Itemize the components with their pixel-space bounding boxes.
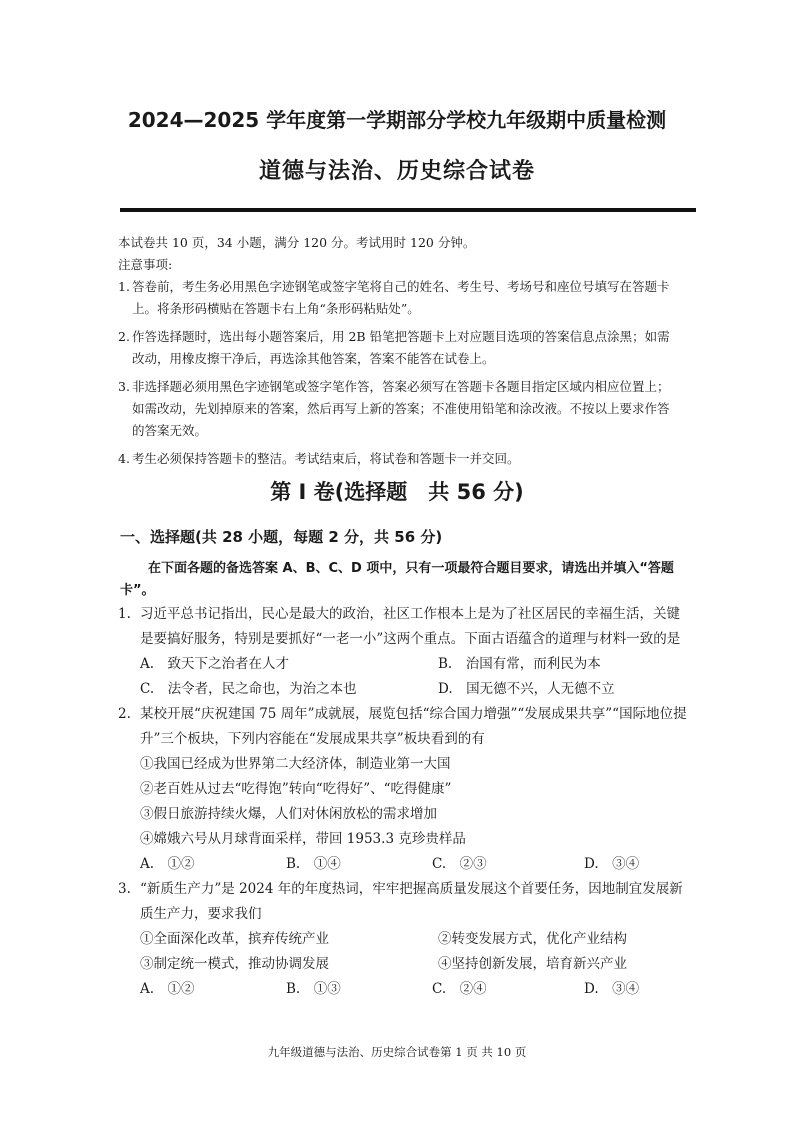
exam-subtitle: 道德与法治、历史综合试卷 — [258, 159, 535, 184]
option-a: A. ①② — [140, 981, 195, 997]
option-b: B. ①④ — [286, 856, 341, 872]
note-text: 考生必须保持答题卡的整洁。考试结束后，将试卷和答题卡一并交回。 — [132, 451, 520, 466]
statement-1: ①全面深化改革，摈弃传统产业 — [140, 931, 329, 947]
option-b: B. ①③ — [286, 981, 341, 997]
notes-label: 注意事项: — [118, 257, 173, 272]
note-item — [118, 448, 678, 470]
page-footer: 九年级道德与法治、历史综合试卷第 1 页 共 10 页 — [267, 1045, 527, 1059]
part-heading: 一、选择题(共 28 小题，每题 2 分，共 56 分) — [120, 528, 443, 546]
note-text: 非选择题必须用黑色字迹钢笔或签字笔作答，答案必须写在答题卡各题目指定区域内相应位置上；如需改动，先划掉原来的答案，然后再写上新的答案；不准使用铅笔和涂改液。不按以上要求作答的答案无效。 — [132, 379, 670, 438]
statement-4: ④坚持创新发展，培育新兴产业 — [438, 956, 627, 972]
statement-3: ③假日旅游持续火爆，人们对休闲放松的需求增加 — [140, 806, 437, 822]
exam-title: 2024—2025 学年度第一学期部分学校九年级期中质量检测 — [127, 108, 667, 132]
question-2 — [118, 702, 688, 877]
option-a: A. ①② — [140, 856, 195, 872]
option-c: C. ②④ — [432, 981, 487, 997]
question-list — [118, 602, 688, 1002]
question-1 — [118, 602, 688, 702]
option-c: C. 法令者，民之命也，为治之本也 — [140, 681, 357, 697]
question-number: 3. — [118, 881, 131, 897]
statement-3: ③制定统一模式，推动协调发展 — [140, 956, 329, 972]
statement-1: ①我国已经成为世界第二大经济体，制造业第一大国 — [140, 756, 451, 772]
note-number: 2. — [118, 329, 130, 344]
note-item — [118, 276, 678, 320]
option-a: A. 致天下之治者在人才 — [140, 656, 290, 672]
option-d: D. 国无德不兴，人无德不立 — [438, 681, 615, 697]
notes-intro: 本试卷共 10 页，34 小题，满分 120 分。考试用时 120 分钟。 — [118, 235, 476, 250]
note-number: 1. — [118, 279, 130, 294]
statement-4: ④嫦娥六号从月球背面采样，带回 1953.3 克珍贵样品 — [140, 831, 466, 847]
option-d: D. ③④ — [584, 981, 640, 997]
question-stem: 某校开展“庆祝建国 75 周年”成就展，展览包括“综合国力增强”“发展成果共享”“国际地位提升”三个板块，下列内容能在“发展成果共享”板块看到的有 — [140, 706, 687, 747]
note-item — [118, 376, 678, 442]
option-d: D. ③④ — [584, 856, 640, 872]
option-b: B. 治国有常，而利民为本 — [438, 656, 601, 672]
section-instruction: 在下面各题的备选答案 A、B、C、D 项中，只有一项最符合题目要求，请选出并填入“答题卡”。 — [120, 561, 674, 598]
option-c: C. ②③ — [432, 856, 487, 872]
question-stem: 习近平总书记指出，民心是最大的政治，社区工作根本上是为了社区居民的幸福生活，关键是要搞好服务，特别是要抓好“一老一小”这两个重点。下面古语蕴含的道理与材料一致的是 — [140, 606, 681, 647]
note-number: 4. — [118, 451, 130, 466]
question-3 — [118, 877, 688, 1002]
note-item — [118, 326, 678, 370]
note-text: 作答选择题时，选出每小题答案后，用 2B 铅笔把答题卡上对应题目选项的答案信息点涂黑；如需改动，用橡皮擦干净后，再选涂其他答案，答案不能答在试卷上。 — [132, 329, 670, 366]
question-number: 1. — [118, 606, 131, 622]
section-title: 第 I 卷(选择题 共 56 分) — [270, 480, 524, 504]
statement-2: ②老百姓从过去“吃得饱”转向“吃得好”、“吃得健康” — [140, 781, 452, 797]
statement-2: ②转变发展方式，优化产业结构 — [438, 931, 627, 947]
exam-notes — [118, 232, 678, 470]
question-stem: “新质生产力”是 2024 年的年度热词，牢牢把握高质量发展这个首要任务，因地制宜发展新质生产力，要求我们 — [140, 881, 683, 922]
question-number: 2. — [118, 706, 131, 722]
note-number: 3. — [118, 379, 130, 394]
note-text: 答卷前，考生务必用黑色字迹钢笔或签字笔将自己的姓名、考生号、考场号和座位号填写在答题卡上。将条形码横贴在答题卡右上角“条形码粘贴处”。 — [132, 279, 670, 316]
title-divider — [120, 208, 696, 212]
